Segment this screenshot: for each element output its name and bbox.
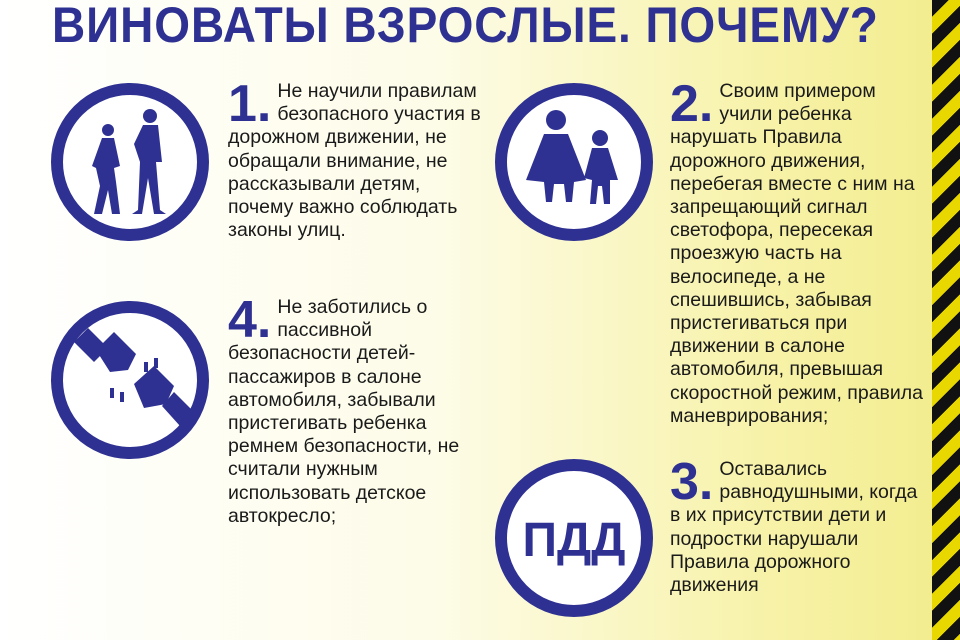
item-2-text: Своим примером учили ребенка нарушать Правила дорожного движения, перебегая вместе с ним на запрещающий сигнал светофора, пересекая проезжую часть на велосипеде, а не спешившись, забывая пристегиваться при движении в салоне автомобиля, превышая скоростной режим, правила маневрирования; <box>670 80 924 427</box>
walking-people-icon <box>50 82 210 242</box>
pdd-sign-icon <box>494 458 654 618</box>
item-4-number: 4. <box>228 291 272 349</box>
item-1 <box>228 75 486 242</box>
item-3-number: 3. <box>670 453 714 511</box>
item-1-number: 1. <box>228 75 272 133</box>
seatbelt-buckle-icon <box>50 300 210 460</box>
item-3-text: Оставались равнодушными, когда в их присутствии дети и подростки нарушали Правила дорожного движения <box>670 458 918 597</box>
pdd-sign-label: ПДД <box>522 514 626 567</box>
item-2 <box>670 75 928 428</box>
mother-and-child-icon <box>494 82 654 242</box>
item-2-number: 2. <box>670 75 714 133</box>
item-4 <box>228 291 486 528</box>
hazard-stripe <box>932 0 960 640</box>
item-3 <box>670 453 928 597</box>
item-4-text: Не заботились о пассивной безопасности детей-пассажиров в салоне автомобиля, забывали пристегивать ребенка ремнем безопасности, не считали нужным использовать детское автокресло; <box>228 296 460 527</box>
page-title: ВИНОВАТЫ ВЗРОСЛЫЕ. ПОЧЕМУ? <box>52 0 879 53</box>
item-1-text: Не научили правилам безопасного участия в дорожном движении, не обращали внимание, не рассказывали детям, почему важно соблюдать законы улиц. <box>228 80 481 242</box>
